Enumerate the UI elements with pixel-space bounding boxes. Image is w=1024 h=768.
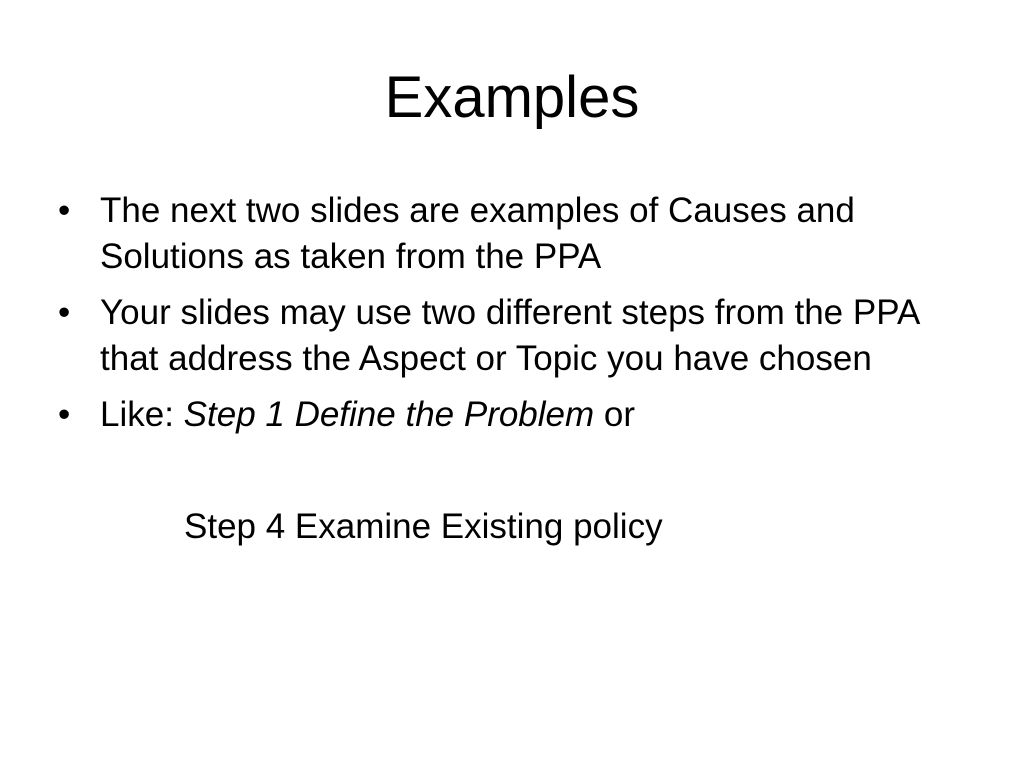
bullet-text-3-italic: Step 1 Define the Problem <box>183 395 595 434</box>
bullet-item-2 <box>58 290 978 382</box>
bullet-dot: • <box>58 293 71 332</box>
bullet-text-3-suffix: or <box>594 395 636 434</box>
indented-step-line: Step 4 Examine Existing policy <box>184 507 663 546</box>
slide-title: Examples <box>384 65 640 130</box>
bullet-text-2: Your slides may use two different steps from the PPA that address the Aspect or Topic you have chosen <box>100 293 919 378</box>
bullet-dot: • <box>58 395 71 434</box>
bullet-item-1 <box>58 188 978 280</box>
bullet-list <box>58 188 978 448</box>
bullet-item-3 <box>58 392 978 438</box>
bullet-text-3-prefix: Like: <box>100 395 184 434</box>
bullet-text-1: The next two slides are examples of Causes and Solutions as taken from the PPA <box>100 191 855 276</box>
bullet-dot: • <box>58 191 71 230</box>
